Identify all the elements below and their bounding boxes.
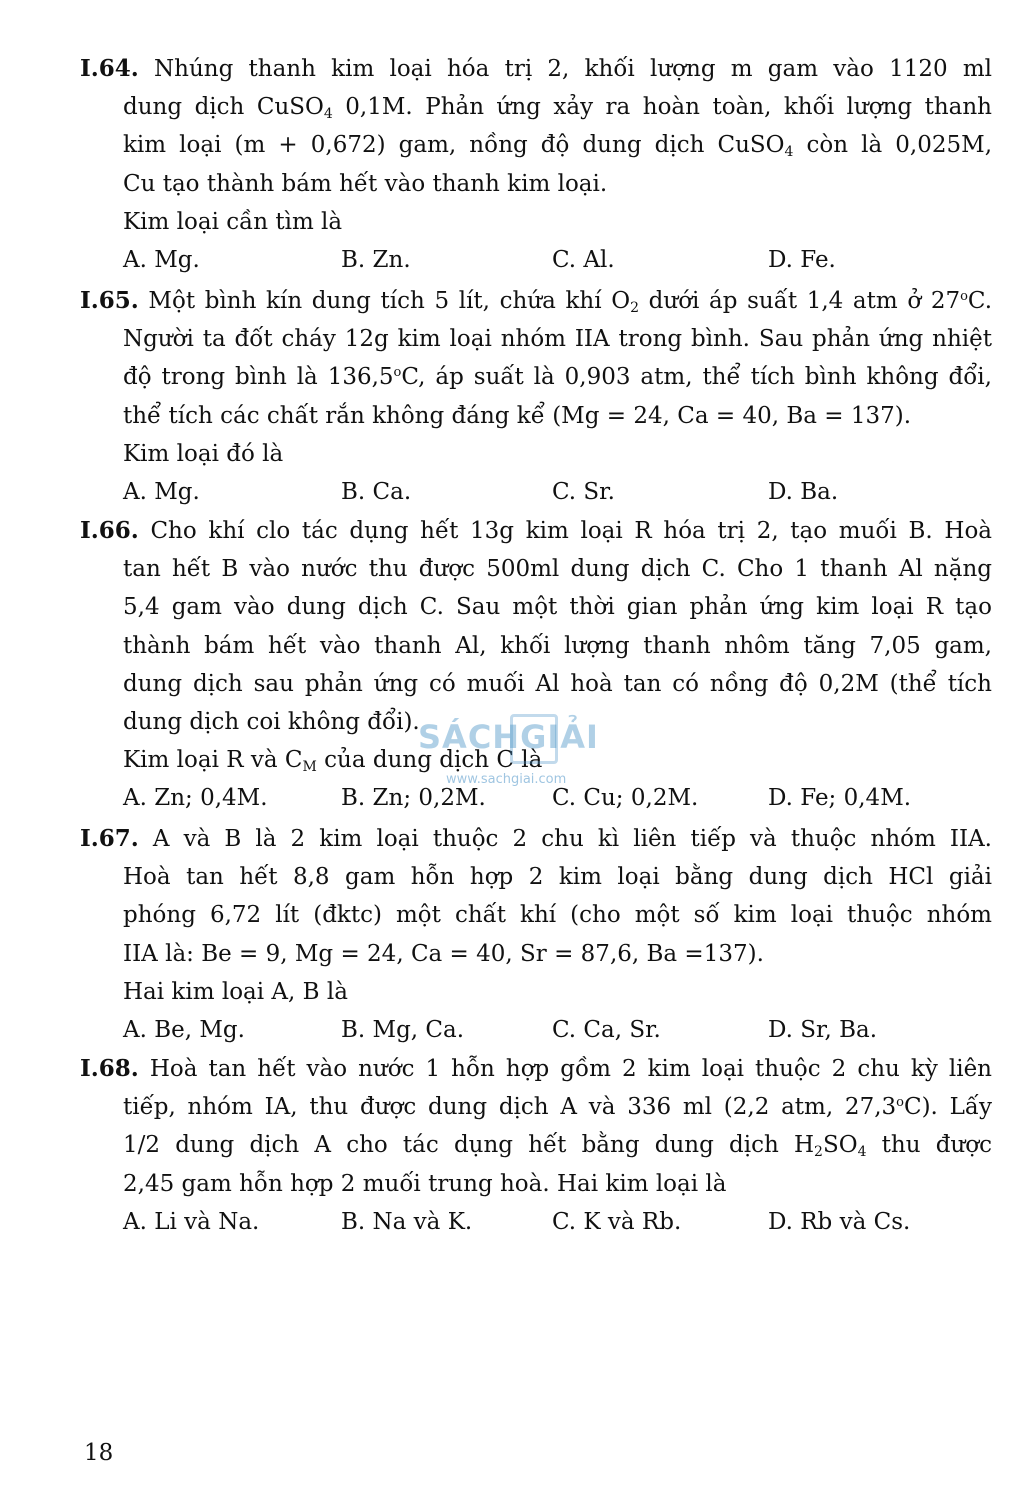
answer-choice-d: D. Ba. bbox=[768, 478, 839, 505]
question-number: I.64. bbox=[80, 55, 139, 82]
question-text: Hoà tan hết vào nước 1 hỗn hợp gồm 2 kim loại thuộc 2 chu kỳ liên bbox=[138, 1056, 992, 1082]
question-first-line bbox=[80, 282, 992, 320]
question-number: I.66. bbox=[80, 517, 139, 544]
question-text-line: 5,4 gam vào dung dịch C. Sau một thời gian phản ứng kim loại R tạo bbox=[123, 594, 992, 621]
question-text: Cho khí clo tác dụng hết 13g kim loại R hóa trị 2, tạo muối B. Hoà bbox=[138, 518, 992, 544]
question-text-line: thể tích các chất rắn không đáng kể (Mg = 24, Ca = 40, Ba = 137). bbox=[123, 402, 912, 429]
answer-choice-a: A. Li và Na. bbox=[123, 1208, 260, 1235]
answer-choice-d: D. Rb và Cs. bbox=[768, 1208, 911, 1235]
question-number: I.68. bbox=[80, 1055, 139, 1082]
answer-choice-a: A. Mg. bbox=[123, 246, 200, 273]
question-first-line bbox=[80, 50, 992, 88]
watermark-text: SÁCHGIẢI bbox=[418, 718, 599, 756]
question-text-line: độ trong bình là 136,5$^o$C, áp suất là 0,903 atm, thể tích bình không đổi, bbox=[123, 364, 992, 391]
answer-choice-b: B. Ca. bbox=[341, 478, 412, 505]
question-number: I.67. bbox=[80, 825, 139, 852]
question-2 bbox=[80, 282, 992, 511]
answer-choices bbox=[80, 473, 992, 511]
question-text: Một bình kín dung tích 5 lít, chứa khí $O_2$ dưới áp suất 1,4 atm ở 27$^o$C. bbox=[138, 288, 993, 316]
question-text-line: phóng 6,72 lít (đktc) một chất khí (cho một số kim loại thuộc nhóm bbox=[123, 902, 992, 929]
answer-choice-c: C. Al. bbox=[552, 246, 615, 273]
question-text-line: thành bám hết vào thanh Al, khối lượng thanh nhôm tăng 7,05 gam, bbox=[123, 632, 992, 659]
question-4 bbox=[80, 820, 992, 1049]
answer-choices bbox=[80, 241, 992, 279]
answer-choice-c: C. Sr. bbox=[552, 478, 615, 505]
question-text-line: 2,45 gam hỗn hợp 2 muối trung hoà. Hai kim loại là bbox=[123, 1170, 727, 1197]
answer-choice-b: B. Zn; 0,2M. bbox=[341, 785, 486, 812]
question-first-line bbox=[80, 1050, 992, 1088]
answer-choice-b: B. Mg, Ca. bbox=[341, 1016, 465, 1043]
answer-choice-a: A. Mg. bbox=[123, 478, 200, 505]
question-number: I.65. bbox=[80, 287, 139, 314]
question-prompt: Kim loại cần tìm là bbox=[123, 208, 343, 235]
question-stem bbox=[80, 1050, 992, 1203]
question-stem bbox=[80, 50, 992, 203]
page-number: 18 bbox=[84, 1440, 114, 1466]
question-text-line: 1/2 dung dịch A cho tác dụng hết bằng dung dịch $H_2SO_4$ thu được bbox=[123, 1132, 992, 1161]
question-5 bbox=[80, 1050, 992, 1241]
answer-choice-c: C. Ca, Sr. bbox=[552, 1016, 661, 1043]
answer-choice-c: C. K và Rb. bbox=[552, 1208, 682, 1235]
question-text-line: dung dịch sau phản ứng có muối Al hoà tan có nồng độ 0,2M (thể tích bbox=[123, 670, 992, 697]
question-text-line: dung dịch coi không đổi). bbox=[123, 708, 420, 735]
question-stem bbox=[80, 282, 992, 435]
answer-choices bbox=[80, 1011, 992, 1049]
answer-choice-b: B. Zn. bbox=[341, 246, 411, 273]
answer-choice-d: D. Fe. bbox=[768, 246, 836, 273]
question-text: Nhúng thanh kim loại hóa trị 2, khối lượng m gam vào 1120 ml bbox=[138, 56, 992, 82]
question-text: A và B là 2 kim loại thuộc 2 chu kì liên tiếp và thuộc nhóm IIA. bbox=[138, 826, 992, 852]
answer-choice-d: D. Sr, Ba. bbox=[768, 1016, 878, 1043]
question-stem bbox=[80, 512, 992, 741]
question-first-line bbox=[80, 820, 992, 858]
answer-choice-a: A. Zn; 0,4M. bbox=[123, 785, 268, 812]
question-prompt: Kim loại R và $C_M$ của dung dịch C là bbox=[123, 747, 543, 776]
question-text-line: IIA là: Be = 9, Mg = 24, Ca = 40, Sr = 87,6, Ba =137). bbox=[123, 940, 764, 967]
question-text-line: dung dịch CuSO$_4$ 0,1M. Phản ứng xảy ra hoàn toàn, khối lượng thanh bbox=[123, 94, 992, 123]
question-prompt: Kim loại đó là bbox=[123, 440, 284, 467]
answer-choices bbox=[80, 779, 992, 817]
question-text-line: tiếp, nhóm IA, thu được dung dịch A và 336 ml (2,2 atm, 27,3$^o$C). Lấy bbox=[123, 1094, 992, 1121]
answer-choice-a: A. Be, Mg. bbox=[123, 1016, 245, 1043]
answer-choice-b: B. Na và K. bbox=[341, 1208, 473, 1235]
watermark-url: www.sachgiai.com bbox=[446, 772, 567, 787]
question-text-line: Hoà tan hết 8,8 gam hỗn hợp 2 kim loại bằng dung dịch HCl giải bbox=[123, 864, 992, 891]
question-text-line: tan hết B vào nước thu được 500ml dung dịch C. Cho 1 thanh Al nặng bbox=[123, 556, 992, 583]
question-text-line: kim loại (m + 0,672) gam, nồng độ dung dịch CuSO$_4$ còn là 0,025M, bbox=[123, 132, 993, 161]
question-text-line: Người ta đốt cháy 12g kim loại nhóm IIA trong bình. Sau phản ứng nhiệt bbox=[123, 326, 992, 353]
question-3 bbox=[80, 512, 992, 818]
question-first-line bbox=[80, 512, 992, 550]
question-text-line: Cu tạo thành bám hết vào thanh kim loại. bbox=[123, 170, 608, 197]
question-prompt: Hai kim loại A, B là bbox=[123, 978, 348, 1005]
question-stem bbox=[80, 820, 992, 973]
answer-choice-c: C. Cu; 0,2M. bbox=[552, 785, 699, 812]
question-1 bbox=[80, 50, 992, 279]
answer-choices bbox=[80, 1203, 992, 1241]
answer-choice-d: D. Fe; 0,4M. bbox=[768, 785, 912, 812]
